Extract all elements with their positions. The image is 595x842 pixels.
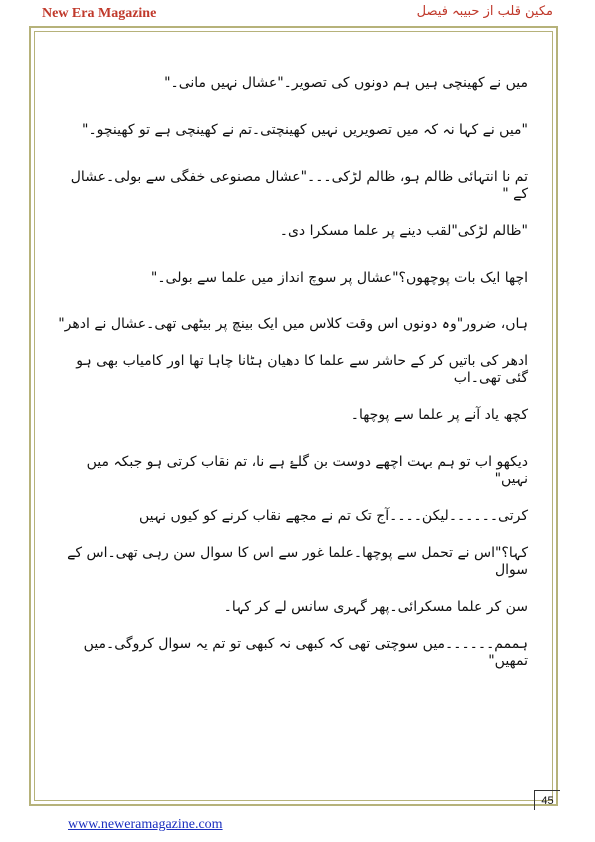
text-line: میں نے کھینچی ہیں ہم دونوں کی تصویر۔"عشال نہیں مانی۔" [164, 75, 528, 91]
text-line: ہاں، ضرور"وہ دونوں اس وقت کلاس میں ایک بینچ پر بیٹھی تھی۔عشال نے ادھر" [58, 316, 528, 332]
text-line: ادھر کی باتیں کر کے حاشر سے علما کا دھیان ہٹانا چاہا تھا اور کامیاب بھی ہو گئی تھی۔اب [76, 353, 528, 386]
page-number: 45 [534, 790, 560, 810]
text-line: "ظالم لڑکی"لقب دینے پر علما مسکرا دی۔ [279, 223, 528, 239]
text-line: سن کر علما مسکرائی۔پھر گہری سانس لے کر کہا۔ [223, 599, 528, 615]
paragraph-6 [58, 454, 528, 616]
paragraph-5 [58, 316, 528, 424]
text-line: تم نا انتہائی ظالم ہو، ظالم لڑکی۔۔۔"عشال مصنوعی خفگی سے بولی۔عشال کے " [70, 169, 528, 202]
text-line: کہا؟"اس نے تحمل سے پوچھا۔علما غور سے اس کا سوال سن رہی تھی۔اس کے سوال [67, 545, 528, 578]
paragraph-2 [58, 122, 528, 139]
text-line: اچھا ایک بات پوچھوں؟"عشال پر سوچ انداز میں علما سے بولی۔" [150, 270, 528, 286]
story-body [58, 75, 528, 670]
paragraph-3 [58, 169, 528, 240]
paragraph-4 [58, 270, 528, 287]
paragraph-1 [58, 75, 528, 92]
text-line: "میں نے کہا نہ کہ میں تصویریں نہیں کھینچتی۔تم نے کھینچی ہے تو کھینچو۔" [82, 122, 528, 138]
paragraph-7 [58, 636, 528, 670]
text-line: ہممم۔۔۔۔۔۔میں سوچتی تھی کہ کبھی نہ کبھی تو تم یہ سوال کروگی۔میں تمھیں" [83, 636, 528, 669]
text-line: کچھ یاد آنے پر علما سے پوچھا۔ [350, 407, 528, 423]
text-line: دیکھو اب تو ہم بہت اچھے دوست بن گلۓ ہے نا، تم نقاب کرتی ہو جبکہ میں نہیں" [86, 454, 528, 487]
magazine-name: New Era Magazine [42, 6, 157, 21]
website-link[interactable]: www.neweramagazine.com [68, 817, 223, 832]
text-line: کرتی۔۔۔۔۔۔لیکن۔۔۔۔آج تک تم نے مجھے نقاب کرنے کو کیوں نہیں [139, 508, 528, 524]
novel-title: مکین قلب از حبیبہ فیصل [416, 4, 553, 19]
